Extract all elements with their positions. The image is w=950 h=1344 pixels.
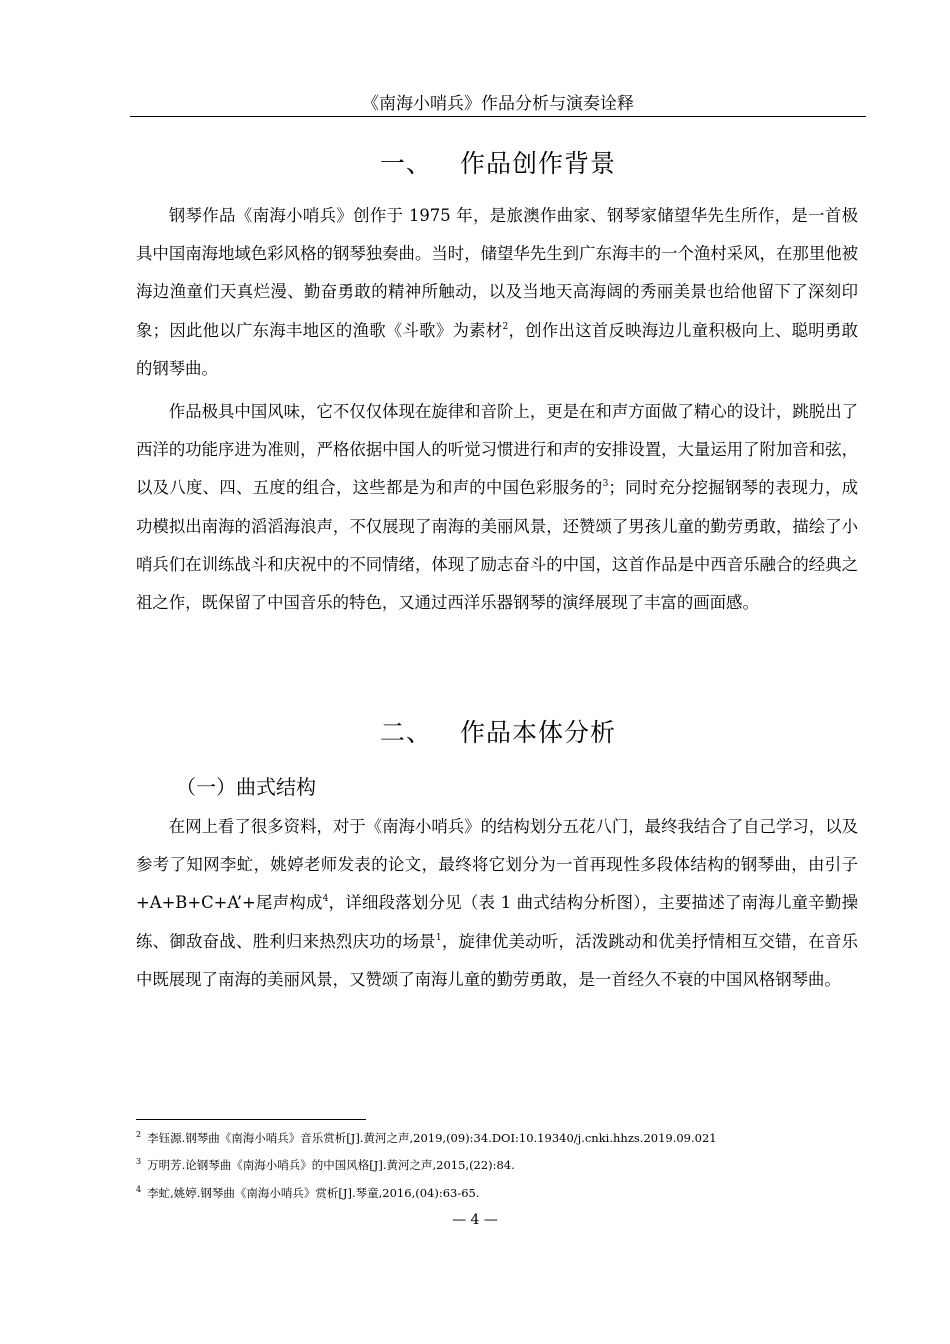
footnote-ref-3[interactable]: 3	[602, 479, 609, 490]
subsection-heading: （一）曲式结构	[176, 775, 316, 799]
paragraph-1-text-b: ，创作出这首反映海边儿童积极向上、聪明勇敢的钢琴曲。	[136, 320, 859, 378]
paragraph-3-text-c: ，旋律优美动听，活泼跳动和优美抒情相互交错，在音乐中既展现了南海的美丽风景，又赞颂了南海儿童的勤劳勇敢，是一首经久不衰的中国风格钢琴曲。	[136, 931, 859, 989]
section-heading-1	[130, 146, 866, 182]
section-title-2: 作品本体分析	[460, 718, 617, 747]
footnote-number: 2	[136, 1130, 142, 1139]
paragraph-1-text-a: 钢琴作品《南海小哨兵》创作于 1975 年，是旅澳作曲家、钢琴家储望华先生所作，是一首极具中国南海地域色彩风格的钢琴独奏曲。当时，储望华先生到广东海丰的一个渔村采风，在那里他被海边渔童们天真烂漫、勤奋勇敢的精神所触动，以及当地天高海阔的秀丽美景也给他留下了深刻印象；因此他以广东海丰地区的渔歌《斗歌》为素材	[136, 206, 858, 340]
paragraph-2-text-b: ；同时充分挖掘钢琴的表现力，成功模拟出南海的滔滔海浪声，不仅展现了南海的美丽风景，还赞颂了男孩儿童的勤劳勇敢，描绘了小哨兵们在训练战斗和庆祝中的不同情绪，体现了励志奋斗的中国，这首作品是中西音乐融合的经典之祖之作，既保留了中国音乐的特色，又通过西洋乐器钢琴的演绎展现了丰富的画面感。	[136, 478, 859, 613]
paragraph-1	[136, 197, 858, 388]
section-number-2: 二、	[379, 718, 432, 747]
running-header: 《南海小哨兵》作品分析与演奏诠释	[362, 94, 634, 114]
paragraph-3	[136, 808, 858, 999]
footnote-text: 李虻,姚婷.钢琴曲《南海小哨兵》赏析[J].琴童,2016,(04):63-65.	[147, 1186, 480, 1200]
footnote-separator	[136, 1119, 366, 1120]
section-title-1: 作品创作背景	[460, 149, 617, 178]
footnote-ref-4[interactable]: 4	[322, 894, 329, 905]
footnote-ref-2[interactable]: 2	[502, 321, 509, 332]
section-heading-2	[130, 715, 866, 751]
footnote-ref-1[interactable]: 1	[435, 932, 442, 943]
footnote-4	[136, 1185, 480, 1201]
paragraph-2	[136, 393, 858, 622]
paragraph-2-text-a: 作品极具中国风味，它不仅仅体现在旋律和音阶上，更是在和声方面做了精心的设计，跳脱出了西洋的功能序进为准则，严格依据中国人的听觉习惯进行和声的安排设置，大量运用了附加音和弦，以及八度、四、五度的组合，这些都是为和声的中国色彩服务的	[136, 402, 858, 498]
section-number-1: 一、	[379, 149, 432, 178]
footnote-number: 4	[136, 1185, 142, 1194]
footnote-number: 3	[136, 1157, 142, 1166]
footnote-3	[136, 1157, 515, 1173]
footnote-text: 李钰源.钢琴曲《南海小哨兵》音乐赏析[J].黄河之声,2019,(09):34.DOI:10.19340/j.cnki.hhzs.2019.09.021	[147, 1131, 717, 1145]
page-number: — 4 —	[452, 1212, 498, 1228]
paragraph-3-text-b: ，详细段落划分见（表 1 曲式结构分析图），主要描述了南海儿童辛勤操练、御敌奋战、胜利归来热烈庆功的场景	[136, 893, 858, 951]
header-rule	[130, 116, 866, 117]
paragraph-3-text-a: 在网上看了很多资料，对于《南海小哨兵》的结构划分五花八门，最终我结合了自己学习，以及参考了知网李虻，姚婷老师发表的论文，最终将它划分为一首再现性多段体结构的钢琴曲，由引子+A+B+C+A’+尾声构成	[136, 817, 858, 913]
footnote-text: 万明芳.论钢琴曲《南海小哨兵》的中国风格[J].黄河之声,2015,(22):84.	[147, 1158, 515, 1172]
footnote-2	[136, 1130, 717, 1146]
